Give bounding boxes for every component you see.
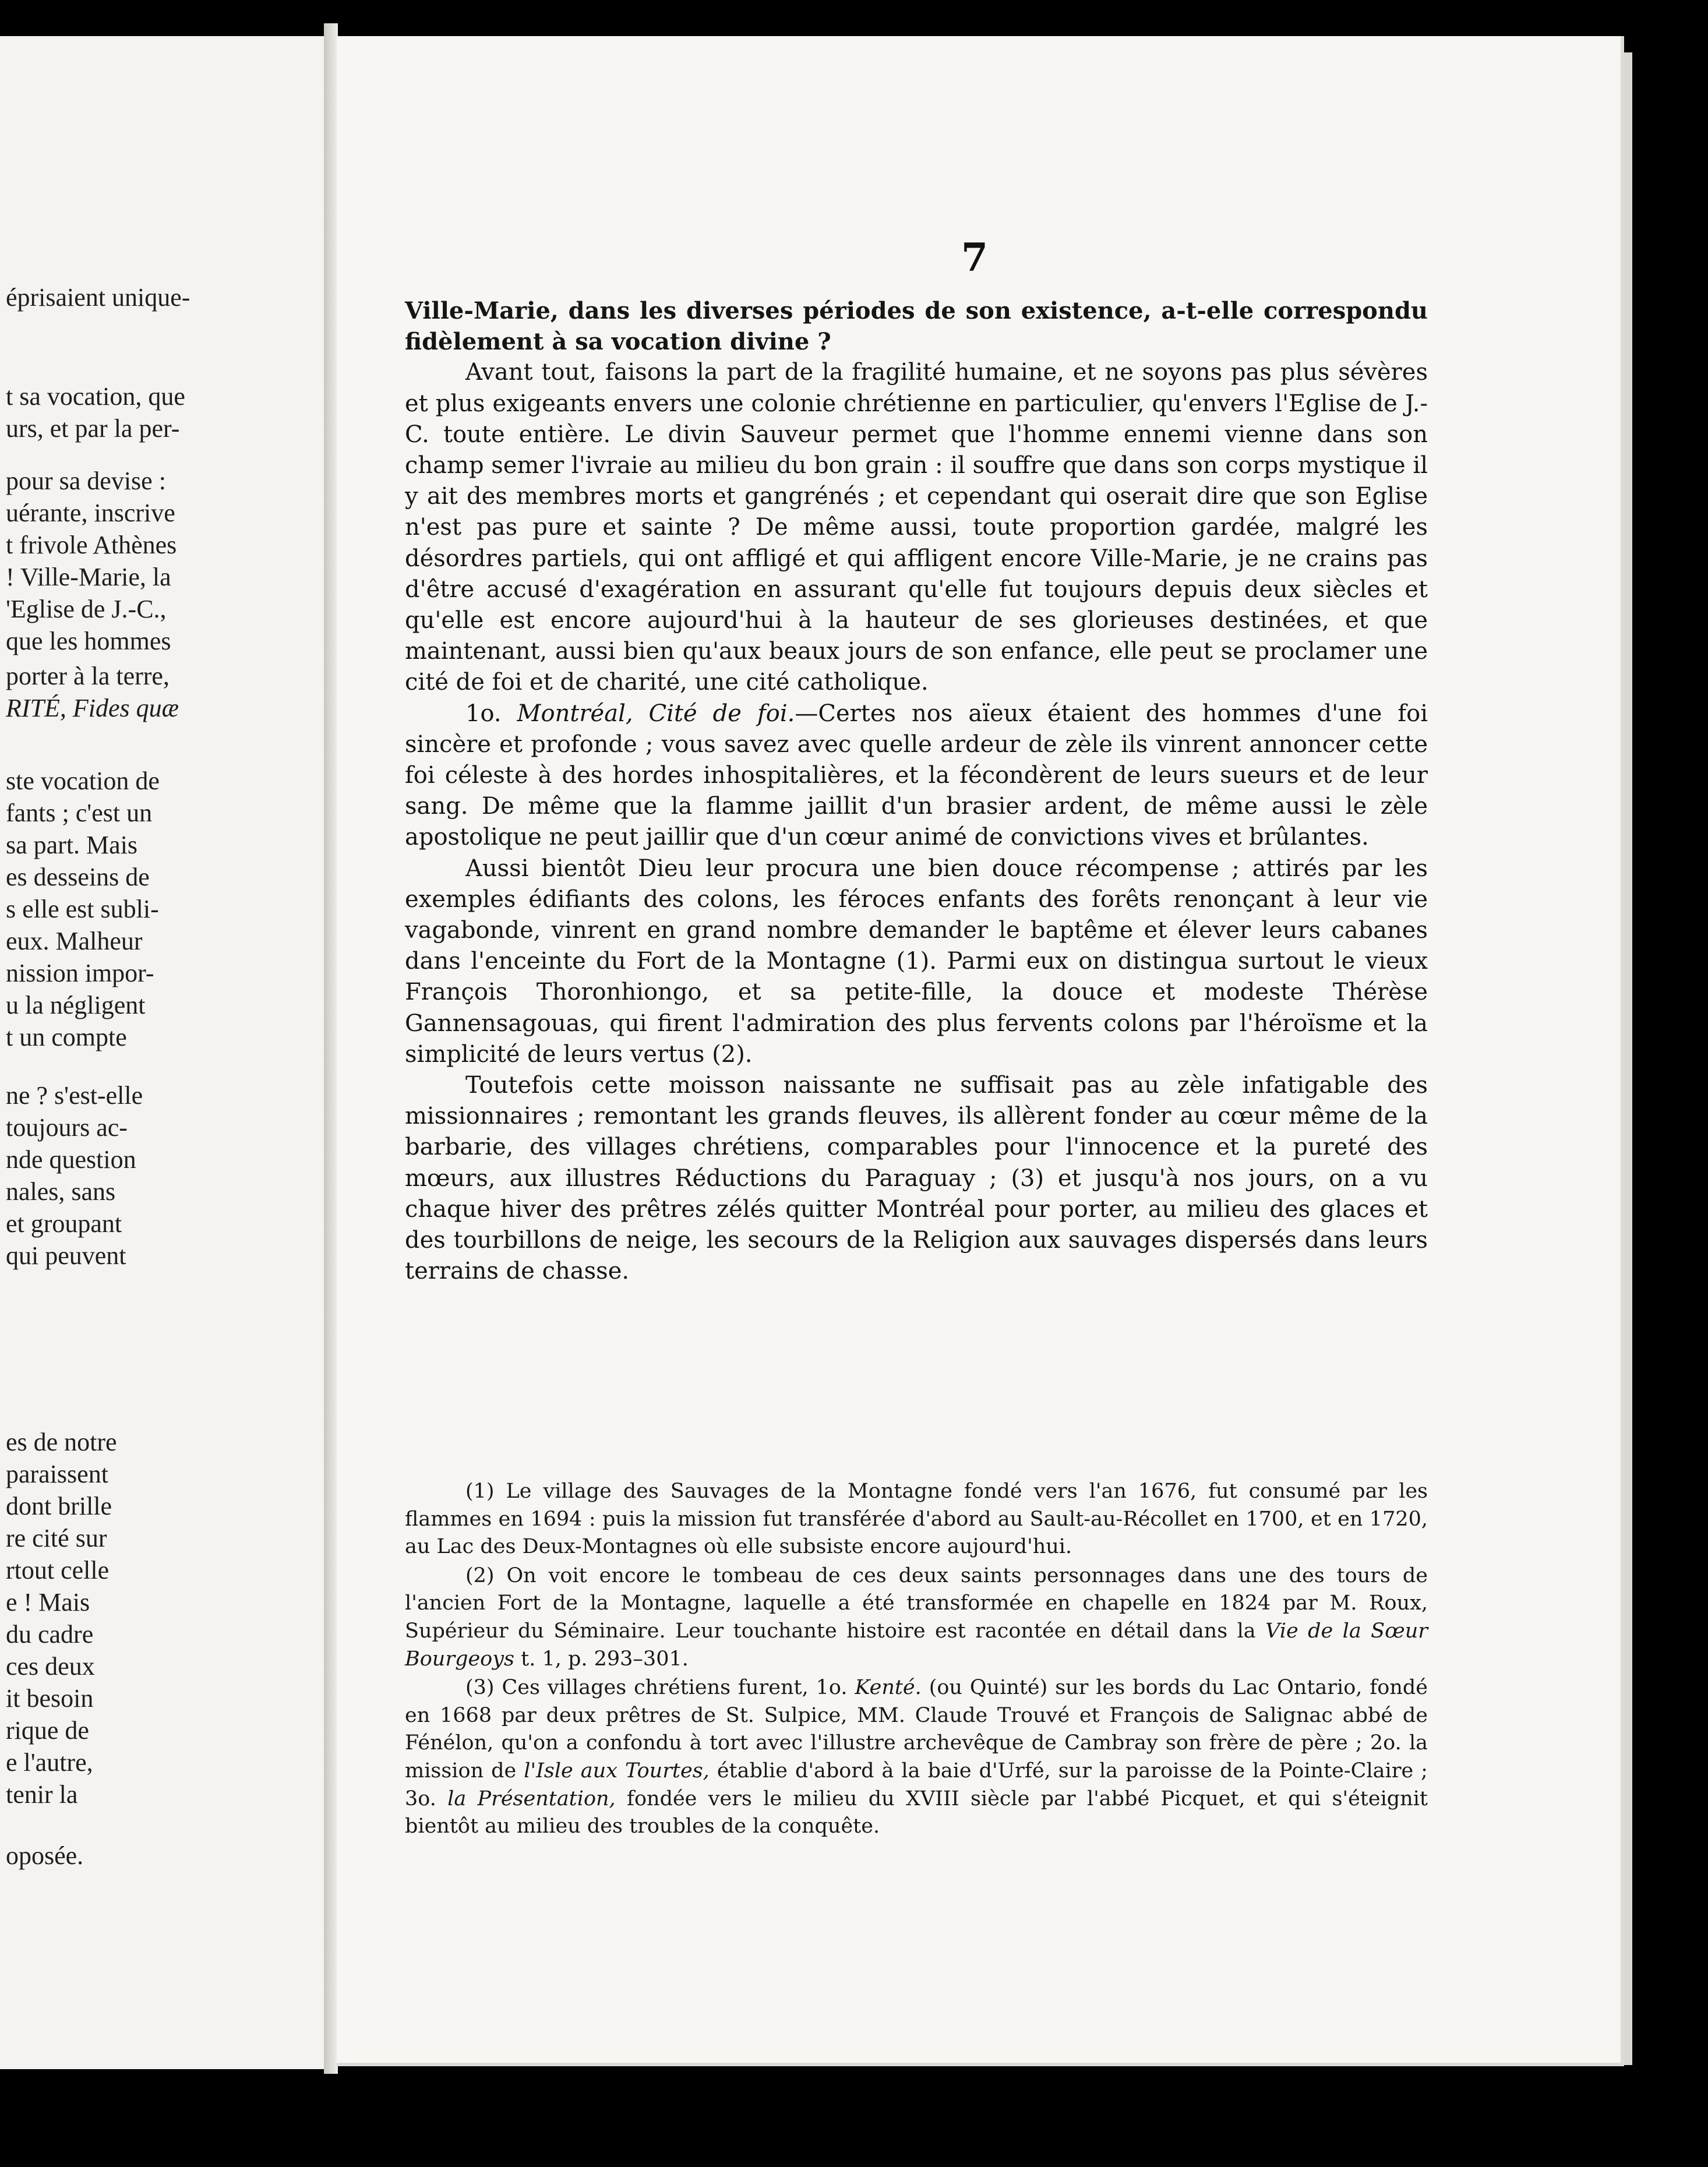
section-number: 1o.: [465, 700, 502, 727]
paragraph: Aussi bientôt Dieu leur procura une bien douce récompense ; attirés par les exemples édifiants des colons, les féroces enfants des forêts renonçant à leur vie vagabonde, vinrent en grand nombre demander le baptême et élever leurs cabanes dans l'enceinte du Fort de la Montagne (1). Parmi eux on distingua surtout le vieux François Thoronhiongo, et sa petite-fille, la douce et modeste Thérèse Gannensagouas, qui firent l'admiration des plus fervents colons par l'héroïsme et la simplicité de leurs vertus (2).: [405, 855, 1428, 1068]
left-line: porter à la terre,: [6, 662, 170, 690]
footnote-2: [405, 1562, 1428, 1673]
left-line: toujours ac-: [6, 1113, 128, 1142]
footnote-2-title: Vie de la Sœur Bourgeoys: [405, 1619, 1428, 1671]
left-line: t un compte: [6, 1023, 127, 1051]
left-line: t frivole Athènes: [6, 531, 177, 559]
previous-page-fragment: [0, 36, 326, 2069]
left-line: urs, et par la per-: [6, 414, 180, 443]
left-line: s elle est subli-: [6, 895, 159, 923]
left-line: ces deux: [6, 1652, 95, 1681]
left-line: paraissent: [6, 1460, 108, 1488]
left-line: es desseins de: [6, 863, 150, 891]
section-title: Montréal, Cité de foi.: [517, 700, 795, 727]
section-paragraph: [405, 698, 1428, 853]
left-line: rique de: [6, 1716, 89, 1745]
left-line: u la négligent: [6, 991, 146, 1019]
left-line: fants ; c'est un: [6, 799, 153, 827]
left-line: e ! Mais: [6, 1588, 90, 1617]
left-line: re cité sur: [6, 1524, 107, 1552]
opening-question: Ville-Marie, dans les diverses périodes de son existence, a-t-elle correspondu fidèlement à sa vocation divine ?: [405, 297, 1428, 356]
left-line: nission impor-: [6, 959, 154, 987]
left-line: rtout celle: [6, 1556, 110, 1584]
footnotes: [405, 1478, 1428, 1841]
left-line: ! Ville-Marie, la: [6, 563, 171, 591]
left-line: ne ? s'est-elle: [6, 1081, 143, 1110]
footnote-3-kente: Kenté.: [855, 1676, 922, 1700]
left-line: qui peuvent: [6, 1241, 126, 1270]
paragraph: Avant tout, faisons la part de la fragilité humaine, et ne soyons pas plus sévères et plus exigeants envers une colonie chrétienne en particulier, qu'envers l'Eglise de J.-C. toute entière. Le divin Sauveur permet que l'homme ennemi vienne dans son champ semer l'ivraie au milieu du bon grain : il souffre que dans son corps mystique il y ait des membres morts et gangrénés ; et cependant qui oserait dire que son Eglise n'est pas pure et sainte ? De même aussi, toute proportion gardée, malgré les désordres partiels, qui ont affligé et qui affligent encore Ville-Marie, je ne crains pas d'être accusé d'exagération en assurant qu'elle fut toujours depuis deux siècles et qu'elle est encore aujourd'hui à la hauteur de ses glorieuses destinées, et que maintenant, aussi bien qu'aux beaux jours de son enfance, elle peut se proclamer une cité de foi et de charité, une cité catholique.: [405, 359, 1428, 696]
left-line: oposée.: [6, 1841, 84, 1870]
page-number: 7: [961, 235, 988, 280]
left-line: sa part. Mais: [6, 831, 138, 859]
left-line: eux. Malheur: [6, 927, 143, 955]
footnote-3-isle: l'Isle aux Tourtes,: [524, 1759, 710, 1783]
footnote-3-text: (ou Quinté) sur les bords du Lac Ontario, fondé en 1668 par deux prêtres de St. Sulpice, MM. Claude Trouvé et François de Salignac abbé de Fénélon, qu'on a confondu à tort avec l'illustre archevêque de Cambray son frère de père ; 2o. la mission de: [405, 1676, 1428, 1783]
current-page: [337, 36, 1624, 2066]
left-line: et groupant: [6, 1209, 122, 1238]
left-line: ste vocation de: [6, 767, 160, 795]
footnote-2-ref: t. 1, p. 293–301.: [521, 1647, 689, 1671]
left-line: it besoin: [6, 1684, 94, 1713]
left-line: nales, sans: [6, 1177, 116, 1206]
footnote-3-presentation: la Présentation,: [447, 1787, 616, 1810]
left-line: e l'autre,: [6, 1748, 93, 1777]
left-line: t sa vocation, que: [6, 382, 185, 411]
left-line: uérante, inscrive: [6, 499, 175, 527]
footnote-3-text: établie d'abord à la baie d'Urfé, sur la paroisse de la Pointe-Claire ; 3o.: [405, 1759, 1428, 1810]
left-line: es de notre: [6, 1428, 117, 1456]
left-line: éprisaient unique-: [6, 283, 190, 312]
main-text: [405, 295, 1428, 1287]
paragraph: Toutefois cette moisson naissante ne suffisait pas au zèle infatigable des missionnaires ; remontant les grands fleuves, ils allèrent fonder au cœur même de la barbarie, des villages chrétiens, comparables pour l'innocence et la pureté des mœurs, aux illustres Réductions du Paraguay ; (3) et jusqu'à nos jours, on a vu chaque hiver des prêtres zélés quitter Montréal pour porter, au milieu des glaces et des tourbillons de neige, les secours de la Religion aux sauvages dispersés dans leurs terrains de chasse.: [405, 1072, 1428, 1285]
footnote-3-text: fondée vers le milieu du XVIII siècle par l'abbé Picquet, et qui s'éteignit bientôt au milieu des troubles de la conquête.: [405, 1787, 1428, 1838]
left-line: pour sa devise :: [6, 467, 166, 495]
left-line: tenir la: [6, 1780, 78, 1809]
left-line: que les hommes: [6, 627, 171, 655]
footnote-3-text: (3) Ces villages chrétiens furent, 1o.: [465, 1676, 848, 1700]
left-line: dont brille: [6, 1492, 112, 1520]
left-line: du cadre: [6, 1620, 94, 1649]
page-edge: [1624, 52, 1632, 2065]
left-line: 'Eglise de J.-C.,: [6, 595, 167, 623]
footnote-3: [405, 1674, 1428, 1841]
book-gutter: [324, 23, 338, 2074]
section-text: —Certes nos aïeux étaient des hommes d'une foi sincère et profonde ; vous savez avec quelle ardeur de zèle ils vinrent annoncer cette foi céleste à des hordes inhospitalières, et la fécondèrent de leurs sueurs et de leur sang. De même que la flamme jaillit d'un brasier ardent, de même aussi le zèle apostolique ne peut jaillir que d'un cœur animé de convictions vives et brûlantes.: [405, 700, 1428, 851]
footnote-1: (1) Le village des Sauvages de la Montagne fondé vers l'an 1676, fut consumé par les flammes en 1694 : puis la mission fut transférée d'abord au Sault-au-Récollet en 1700, et en 1720, au Lac des Deux-Montagnes où elle subsiste encore aujourd'hui.: [405, 1480, 1428, 1559]
left-line: RITÉ, Fides quæ: [6, 694, 179, 722]
footnote-2-text: (2) On voit encore le tombeau de ces deux saints personnages dans une des tours de l'ancien Fort de la Montagne, laquelle a été transformée en chapelle en 1824 par M. Roux, Supérieur du Séminaire. Leur touchante histoire est racontée en détail dans la: [405, 1564, 1428, 1643]
left-line: nde question: [6, 1145, 136, 1174]
